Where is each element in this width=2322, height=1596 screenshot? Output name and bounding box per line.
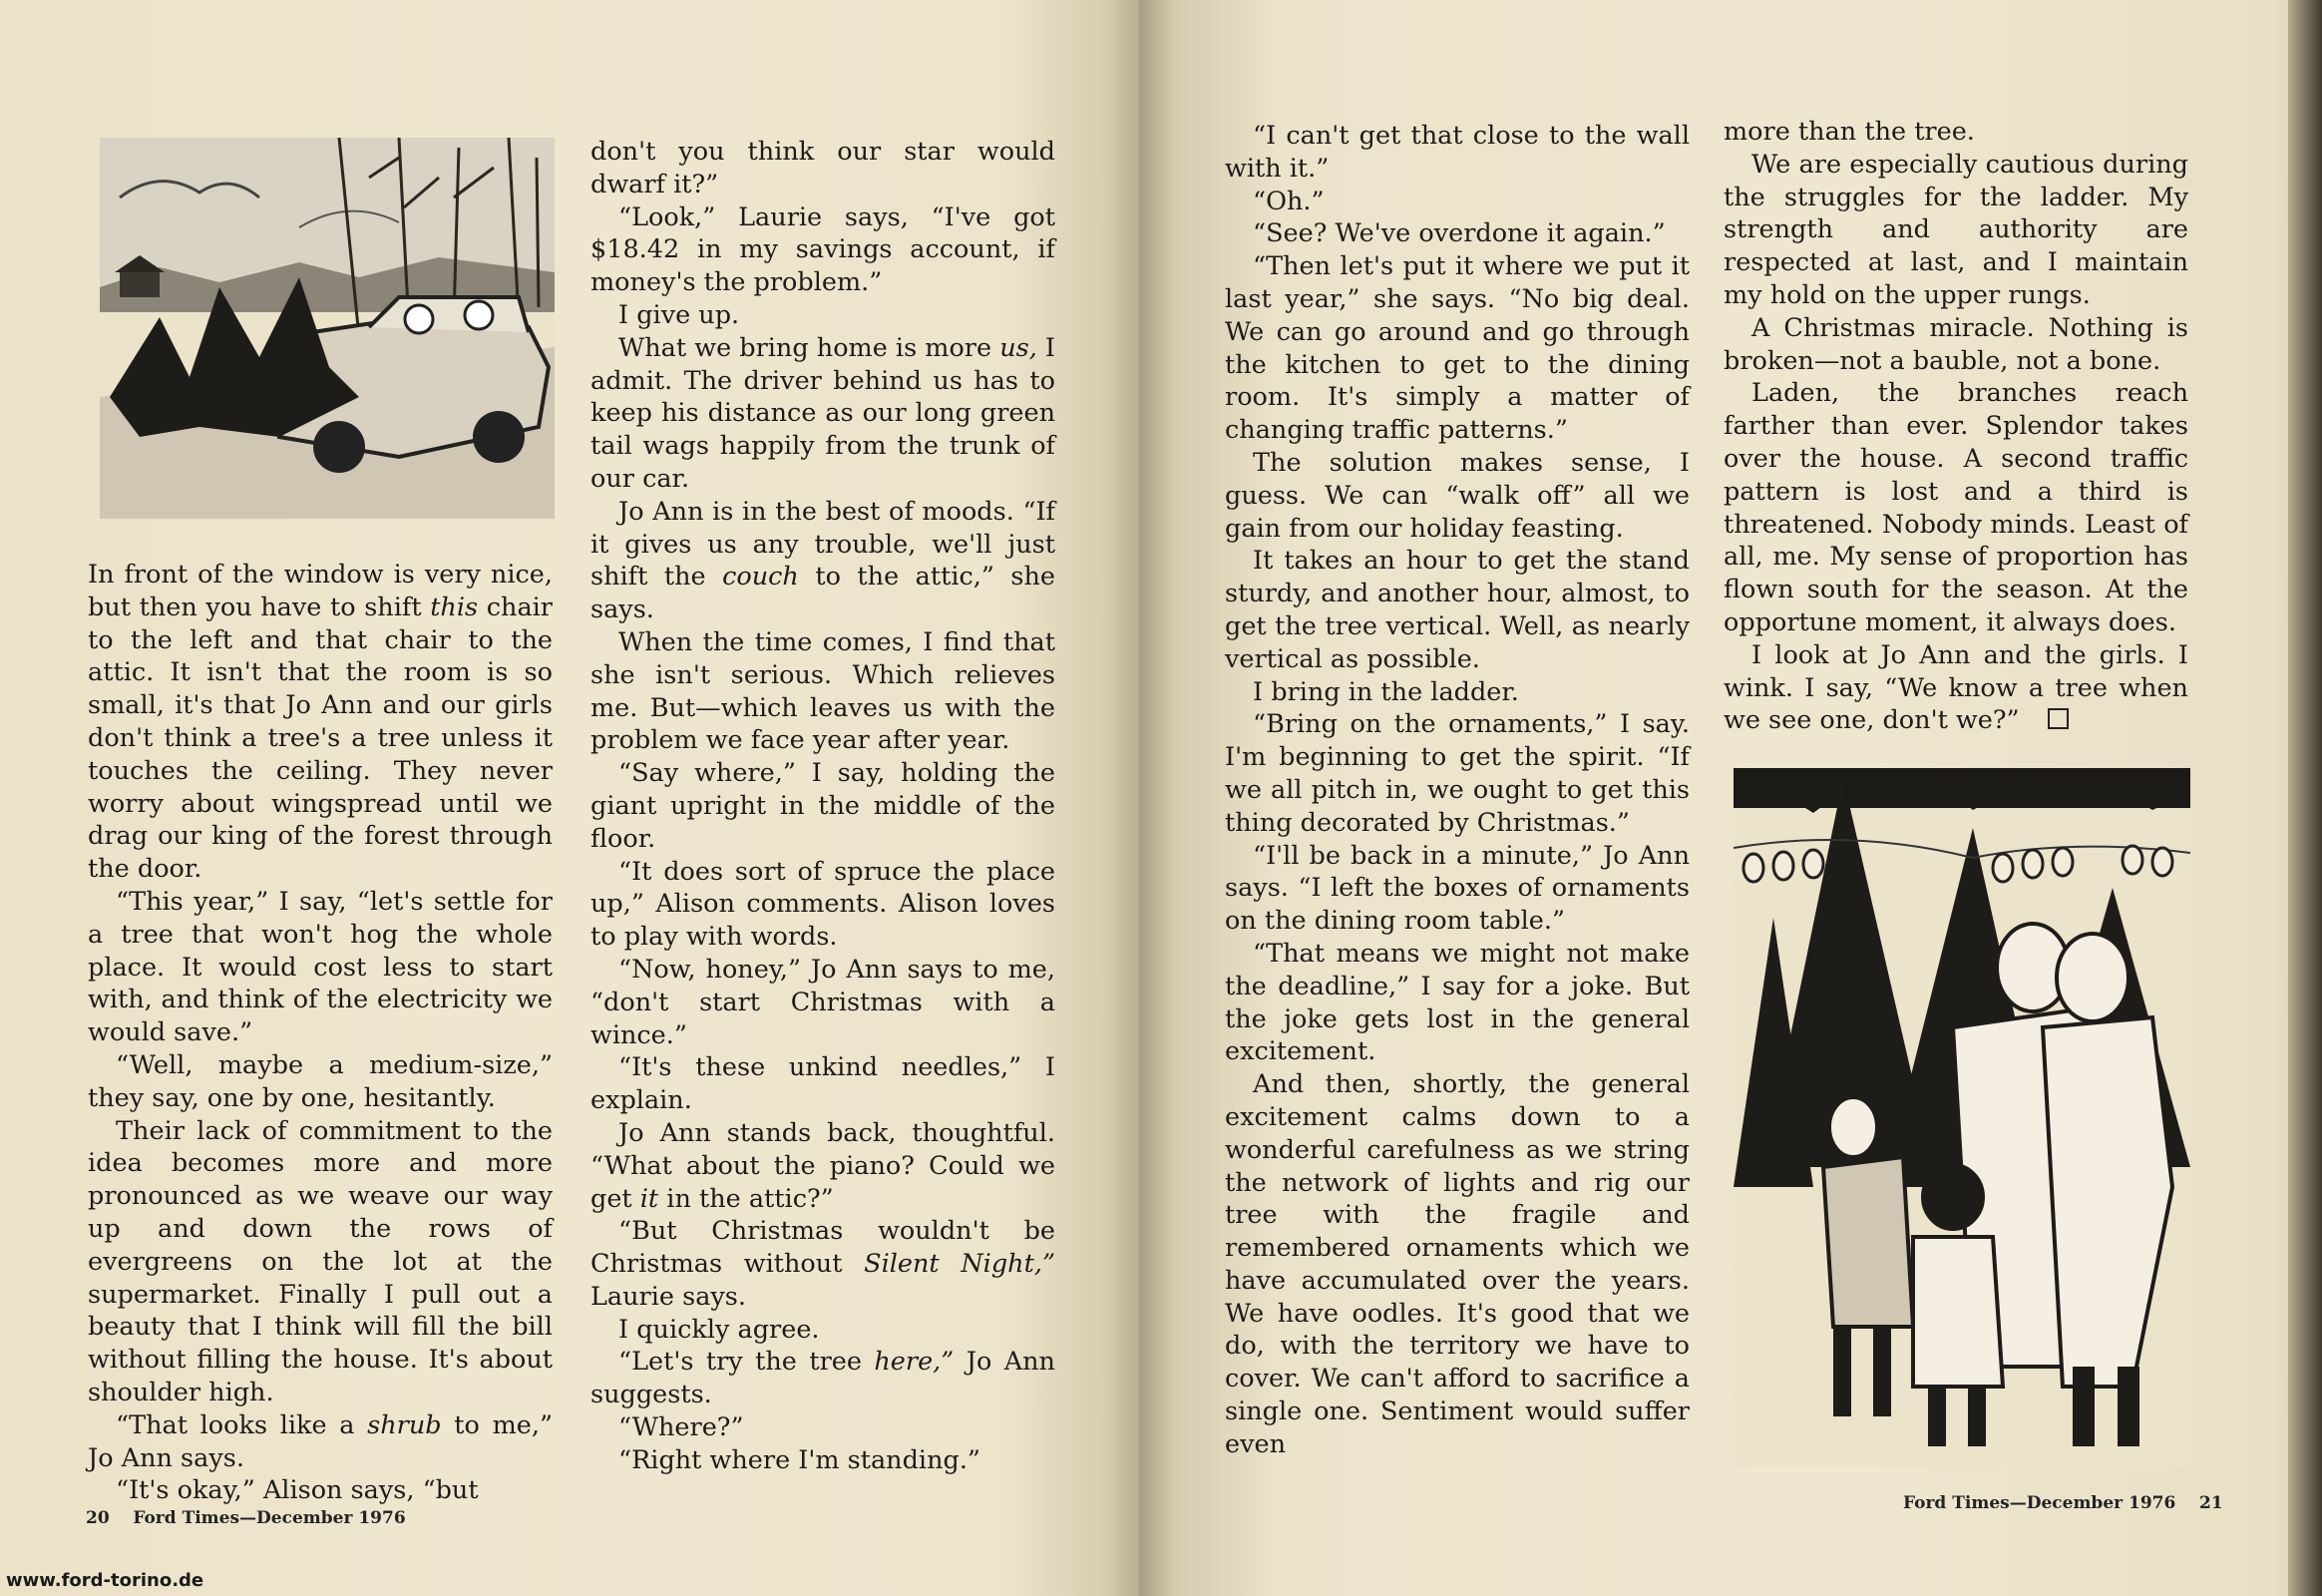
text-run: I give up. xyxy=(618,299,740,330)
text-run: more than the tree. xyxy=(1724,117,1975,147)
paragraph xyxy=(88,559,553,886)
italic-text: Silent Night,” xyxy=(864,1249,1055,1280)
italic-text: here,” xyxy=(874,1347,955,1378)
text-run: “That looks like a xyxy=(116,1409,368,1440)
text-run: “But Christmas wouldn't be Christmas without xyxy=(590,1216,1055,1280)
text-run: “It's okay,” Alison says, “but xyxy=(116,1475,479,1506)
italic-text: it xyxy=(639,1183,659,1214)
text-run: In front of the window is very nice, but then you have to shift xyxy=(88,560,553,622)
end-of-article-box-icon xyxy=(2048,708,2069,729)
text-run: chair to the left and that chair to the attic. It isn't that the room is so small, it's that Jo Ann and our girls don't think a tree's a tree unless it touches the ceiling. They never worry about wingspread until we drag our king of the forest through the door. xyxy=(88,592,553,885)
text-run: A Christmas miracle. Nothing is broken—not a bauble, not a bone. xyxy=(1724,312,2188,376)
paragraph xyxy=(1724,639,2188,737)
text-run: don't you think our star would dwarf it?” xyxy=(590,137,1055,200)
watermark: www.ford-torino.de xyxy=(6,1570,204,1591)
left-page-folio: 20 Ford Times—December 1976 xyxy=(86,1508,406,1528)
text-run: “Look,” Laurie says, “I've got $18.42 in my savings account, if money's the problem.” xyxy=(590,201,1055,298)
left-page xyxy=(0,0,1139,1596)
paragraph xyxy=(1724,312,2188,378)
paragraph xyxy=(590,1051,1055,1117)
paragraph xyxy=(1225,708,1690,839)
paragraph xyxy=(590,1117,1055,1215)
paragraph xyxy=(1724,149,2188,312)
text-run: “I can't get that close to the wall with it.” xyxy=(1225,121,1690,184)
paragraph xyxy=(1225,186,1690,218)
text-run: “It does sort of spruce the place up,” Alison comments. Alison loves to play with words. xyxy=(590,856,1055,953)
text-run: The solution makes sense, I guess. We can “walk off” all we gain from our holiday feasting. xyxy=(1225,447,1690,544)
text-run: I quickly agree. xyxy=(618,1314,820,1345)
text-run: “Oh.” xyxy=(1253,186,1325,216)
paragraph xyxy=(590,496,1055,626)
text-run: “I'll be back in a minute,” Jo Ann says. “I left the boxes of ornaments on the dining room table.” xyxy=(1225,840,1690,937)
right-page-column-1 xyxy=(1225,120,1690,1461)
text-run: “Now, honey,” Jo Ann says to me, “don't start Christmas with a wince.” xyxy=(590,954,1055,1050)
text-run: Their lack of commitment to the idea becomes more and more pronounced as we weave our way up and down the rows of evergreens on the lot at the supermarket. Finally I pull out a beauty that I think will fill the bill without filling the house. It's about shoulder high. xyxy=(88,1115,553,1407)
left-page-column-2 xyxy=(590,136,1055,1477)
text-run: “This year,” I say, “let's settle for a tree that won't hog the whole place. It would cost less to start with, and think of the electricity we would save.” xyxy=(88,886,553,1048)
italic-text: couch xyxy=(722,562,799,593)
right-page-column-2 xyxy=(1724,116,2188,737)
text-run: “Say where,” I say, holding the giant upright in the middle of the floor. xyxy=(590,758,1055,854)
paragraph xyxy=(1225,217,1690,250)
text-run: When the time comes, I find that she isn't serious. Which relieves me. But—which leaves us with the problem we face year after year. xyxy=(590,626,1055,756)
paragraph xyxy=(590,1314,1055,1347)
text-run: “Where?” xyxy=(618,1412,744,1443)
paragraph xyxy=(88,1049,553,1115)
text-run: I look at Jo Ann and the girls. I wink. I say, “We know a tree when we see one, don't we?” xyxy=(1724,639,2188,736)
text-run: Laurie says. xyxy=(590,1281,746,1312)
text-run: Jo Ann stands back, thoughtful. “What about the piano? Could we get xyxy=(590,1117,1055,1214)
paragraph xyxy=(88,1474,553,1507)
paragraph xyxy=(590,1215,1055,1313)
paragraph xyxy=(88,1409,553,1475)
text-run: “Bring on the ornaments,” I say. I'm beginning to get the spirit. “If we all pitch in, we ought to get this thing decorated by Christmas.” xyxy=(1225,709,1690,838)
text-run: “Well, maybe a medium-size,” they say, one by one, hesitantly. xyxy=(88,1049,553,1113)
paragraph xyxy=(590,136,1055,201)
paragraph xyxy=(1724,116,2188,149)
paragraph xyxy=(590,626,1055,757)
paragraph xyxy=(1225,1068,1690,1461)
paragraph xyxy=(590,757,1055,855)
text-run: Laden, the branches reach farther than ever. Splendor takes over the house. A second traffic pattern is lost and a third is threatened. Nobody minds. Least of all, me. My sense of proportion has flown south for the season. At the opportune moment, it always does. xyxy=(1724,378,2188,637)
family-at-tree-lot-illustration xyxy=(1734,768,2190,1466)
paragraph xyxy=(590,1411,1055,1444)
text-run: It takes an hour to get the stand sturdy, and another hour, almost, to get the tree vertical. Well, as nearly vertical as possible. xyxy=(1225,546,1690,674)
right-page-folio: Ford Times—December 1976 21 xyxy=(1903,1493,2223,1513)
text-run: “See? We've overdone it again.” xyxy=(1253,218,1666,249)
paragraph xyxy=(590,856,1055,954)
scan-edge xyxy=(2288,0,2322,1596)
text-run: I bring in the ladder. xyxy=(1253,676,1519,707)
text-run: “Right where I'm standing.” xyxy=(618,1444,980,1475)
paragraph xyxy=(590,332,1055,496)
text-run: Jo Ann suggests. xyxy=(590,1347,1055,1410)
paragraph xyxy=(88,1115,553,1409)
paragraph xyxy=(1225,938,1690,1068)
text-run: I admit. The driver behind us has to keep his distance as our long green tail wags happily from the trunk of our car. xyxy=(590,332,1056,494)
text-run: Jo Ann is in the best of moods. “If it gives us any trouble, we'll just shift the xyxy=(590,496,1055,593)
paragraph xyxy=(1225,447,1690,545)
paragraph xyxy=(1225,120,1690,186)
car-with-tree-illustration xyxy=(100,138,555,519)
paragraph xyxy=(590,1444,1055,1477)
paragraph xyxy=(1225,676,1690,709)
text-run: “Then let's put it where we put it last year,” she says. “No big deal. We can go around and go through the kitchen to get to the dining room. It's simply a matter of changing traffic patterns.” xyxy=(1225,251,1690,446)
text-run: to the attic,” she says. xyxy=(590,562,1055,625)
paragraph xyxy=(590,954,1055,1051)
paragraph xyxy=(590,299,1055,332)
paragraph xyxy=(1225,250,1690,447)
text-run: in the attic?” xyxy=(658,1183,834,1214)
paragraph xyxy=(1724,377,2188,638)
text-run: “It's these unkind needles,” I explain. xyxy=(590,1052,1055,1116)
text-run: “That means we might not make the deadline,” I say for a joke. But the joke gets lost in the general excitement. xyxy=(1225,938,1690,1067)
italic-text: this xyxy=(430,592,479,622)
paragraph xyxy=(1225,545,1690,675)
paragraph xyxy=(88,886,553,1049)
italic-text: shrub xyxy=(367,1409,442,1440)
left-page-column-1 xyxy=(88,559,553,1507)
paragraph xyxy=(590,1346,1055,1411)
text-run: And then, shortly, the general excitement calms down to a wonderful carefulness as we string the network of lights and rig our tree with the fragile and remembered ornaments which we have accumulated over the years. We have oodles. It's good that we do, with the territory we have to cover. We can't afford to sacrifice a single one. Sentiment would suffer even xyxy=(1225,1069,1690,1459)
text-run: What we bring home is more xyxy=(618,332,1000,363)
text-run: “Let's try the tree xyxy=(618,1347,875,1378)
paragraph xyxy=(590,201,1055,299)
text-run: We are especially cautious during the struggles for the ladder. My strength and authority are respected at last, and I maintain my hold on the upper rungs. xyxy=(1724,149,2188,310)
text-run: to me,” Jo Ann says. xyxy=(88,1409,553,1473)
paragraph xyxy=(1225,840,1690,938)
italic-text: us, xyxy=(999,332,1037,363)
